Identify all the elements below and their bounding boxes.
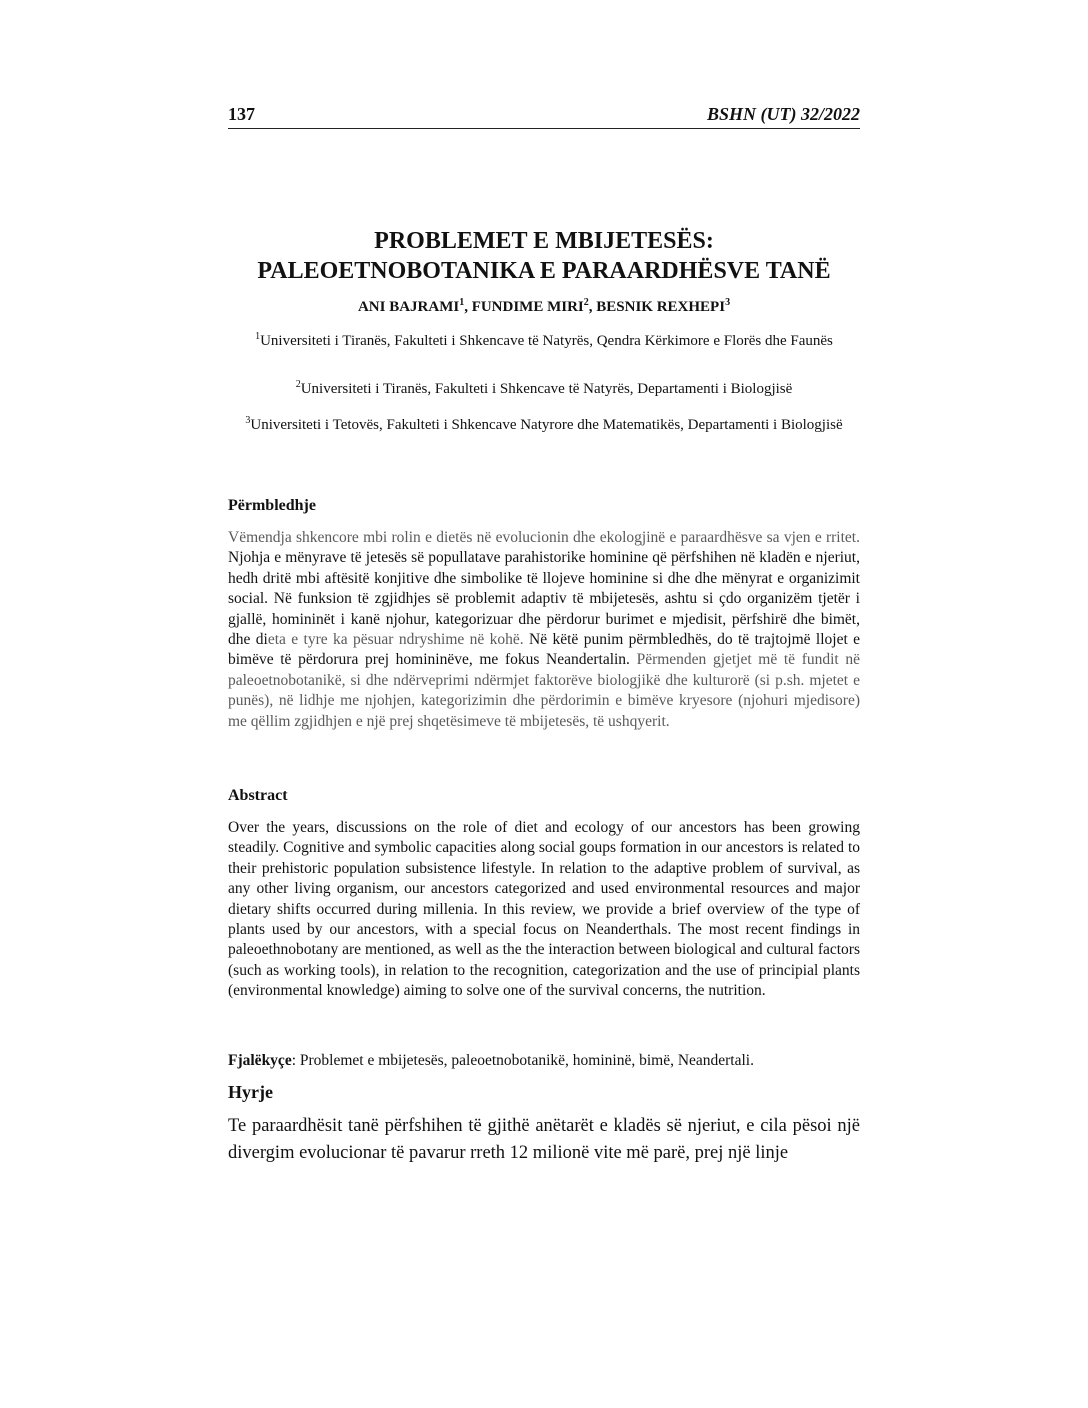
affiliation-1-number: 1 (255, 331, 261, 342)
keywords-label: Fjalëkyçe (228, 1052, 292, 1069)
permbledhje-part-2: Njohja e mënyrave të jetesës së popullatave parahistorike hominine që përfshihen në kladën e njeriut, hedh dritë mbi aftësitë konjitive dhe simbolike të llojeve hominine si dhe dhe mënyrat e organizimit social. Në funksion të zgjidhjes së problemit adaptiv të mbijetesës, ashtu si çdo organizëm tjetër i gjallë, homininët i kanë njohur, kategorizuar dhe përdorur burimet e mjedisit, përfshirë dhe bimët, dhe di (228, 549, 860, 649)
affiliation-2-text: Universiteti i Tiranës, Fakulteti i Shkencave të Natyrës, Departamenti i Biologjisë (300, 381, 793, 397)
journal-reference: BSHN (UT) 32/2022 (707, 104, 860, 124)
author-3-affiliation: 3 (725, 297, 731, 308)
permbledhje-part-4: Në këtë punim përmbledhës, do të trajtojmë llojet e bimëve të përdorura prej homininëve, me fokus Neandertalin. (228, 631, 861, 669)
affiliation-2 (228, 374, 860, 400)
keywords (228, 1052, 860, 1070)
abstract-paragraph: Over the years, discussions on the role of diet and ecology of our ancestors has been growing steadily. Cognitive and symbolic capacities along social goups formation in our ancestors is related to their prehistoric population subsistence lifestyle. In relation to the adaptive problem of survival, as any other living organism, our ancestors categorized and used environmental resources and major dietary shifts occurred during millenia. In this review, we provide a brief overview of the type of plants used by our ancestors, with a special focus on Neanderthals. The most recent findings in paleoethnobotany are mentioned, as well as the the interaction between biological and cultural factors (such as working tools), in relation to the recognition, categorization and the use of principial plants (environmental knowledge) aiming to solve one of the survival concerns, the nutrition. (228, 819, 860, 1000)
title-line-1: PROBLEMET E MBIJETESËS: (374, 228, 714, 254)
author-1-affiliation: 1 (459, 297, 465, 308)
author-2-affiliation: 2 (583, 297, 589, 308)
permbledhje-part-5: Përmenden gjetjet më të fundit në paleoetnobotanikë, si dhe ndërveprimi ndërmjet faktorëve biologjikë dhe kulturorë (si p.sh. mjetet e punës), në lidhje me njohjen, kategorizimin dhe përdorimin e bimëve kryesore (njohuri mjedisore) me qëllim zgjidhjen e një prej shqetësimeve të mbijetesës, të ushqyerit. (228, 651, 860, 730)
author-1: ANI BAJRAMI (357, 299, 460, 315)
hyrje-paragraph: Te paraardhësit tanë përfshihen të gjithë anëtarët e kladës së njeriut, e cila pësoi një divergim evolucionar të pavarur rreth 12 milionë vite më parë, prej një linje (228, 1116, 860, 1163)
permbledhje-part-1: Vëmendja shkencore mbi rolin e dietës në evolucionin dhe ekologjinë e paraardhësve sa vjen e rritet. (228, 529, 860, 546)
author-3: BESNIK REXHEPI (596, 299, 726, 315)
abstract-heading: Abstract (228, 787, 288, 804)
page-number: 137 (228, 104, 255, 124)
affiliation-2-number: 2 (295, 379, 301, 390)
affiliation-3-text: Universiteti i Tetovës, Fakulteti i Shkencave Natyrore dhe Matematikës, Departamenti i Biologjisë (250, 417, 843, 433)
permbledhje-heading: Përmbledhje (228, 497, 316, 514)
keywords-list: : Problemet e mbijetesës, paleoetnobotanikë, homininë, bimë, Neandertali. (291, 1052, 754, 1069)
title-line-2: PALEOETNOBOTANIKA E PARAARDHËSVE TANË (257, 258, 831, 284)
affiliation-1-text: Universiteti i Tiranës, Fakulteti i Shkencave të Natyrës, Qendra Kërkimore e Florës dhe Faunës (260, 333, 833, 349)
paper-title (228, 226, 860, 286)
header-rule (228, 128, 860, 129)
affiliation-3-number: 3 (245, 415, 251, 426)
affiliation-1 (228, 326, 860, 352)
permbledhje-part-3: eta e tyre ka pësuar ndryshime në kohë. (267, 631, 530, 649)
hyrje-heading: Hyrje (228, 1082, 273, 1102)
author-list: ANI BAJRAMI$^1$, FUNDIME MIRI$^2$, BESNIK REXHEPI$^3$ (357, 297, 731, 315)
author-2: FUNDIME MIRI (471, 299, 584, 315)
permbledhje-paragraph (228, 528, 860, 732)
affiliation-3 (228, 410, 860, 436)
